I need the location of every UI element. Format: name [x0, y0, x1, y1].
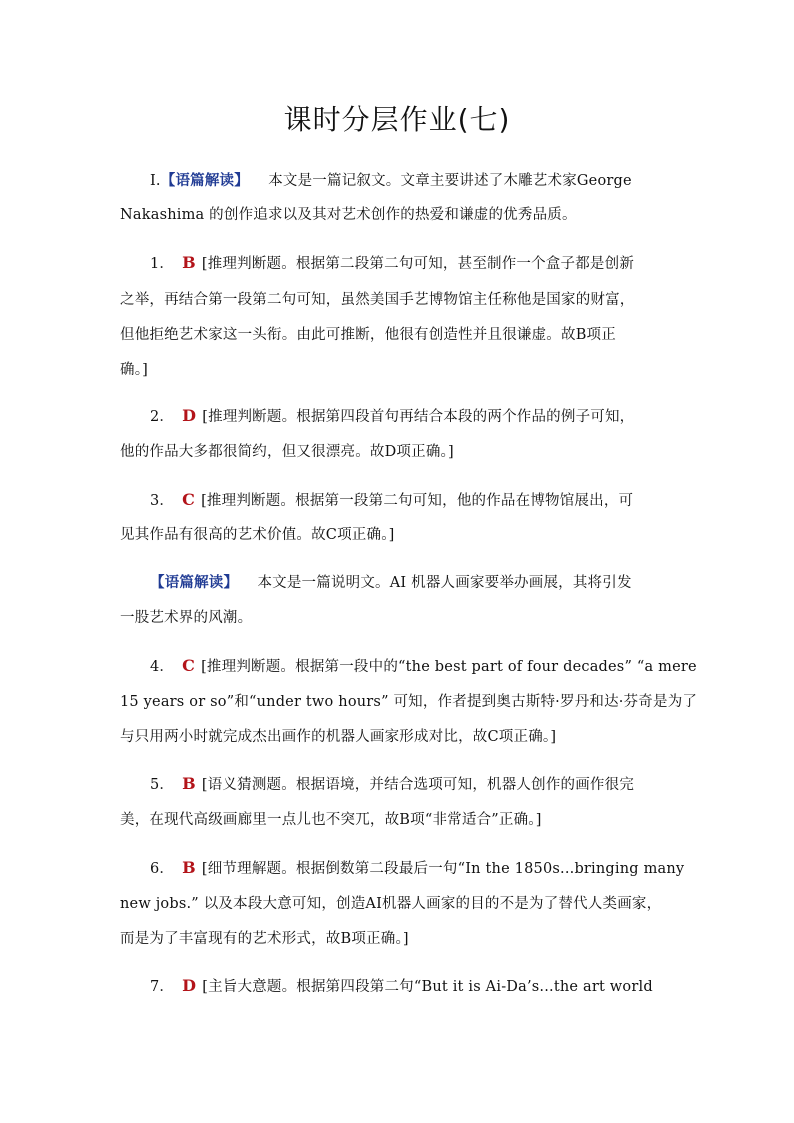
q6-line3: 而是为了丰富现有的艺术形式，故B项正确。]: [120, 931, 409, 947]
q4-line1: [150, 656, 706, 677]
q3-number: 3．: [150, 493, 175, 509]
q4-text1: [推理判断题。根据第一段中的“the best part of four decades” “a mere: [201, 659, 697, 675]
section1-roman: Ⅰ.: [150, 173, 161, 189]
section1-tag: 【语篇解读】: [160, 172, 249, 189]
q3-text1: [推理判断题。根据第一段第二句可知，他的作品在博物馆展出，可: [201, 493, 634, 509]
q1-line2: 之举，再结合第一段第二句可知，虽然美国手艺博物馆主任称他是国家的财富，: [120, 292, 635, 308]
q2-number: 2．: [150, 409, 175, 425]
q5-line1: [150, 774, 706, 795]
q5-text1: [语义猜测题。根据语境，并结合选项可知，机器人创作的画作很完: [201, 777, 635, 793]
q1-answer: B: [182, 253, 196, 272]
section1-line1: [150, 171, 706, 191]
page-title: 课时分层作业(七): [283, 103, 511, 136]
q5-number: 5．: [150, 777, 175, 793]
q5-line2: 美，在现代高级画廊里一点儿也不突兀，故B项“非常适合”正确。]: [120, 812, 542, 828]
q3-line2: 见其作品有很高的艺术价值。故C项正确。]: [120, 527, 395, 543]
q4-line3: 与只用两小时就完成杰出画作的机器人画家形成对比，故C项正确。]: [120, 729, 557, 745]
q6-line1: [150, 858, 706, 879]
q6-number: 6．: [150, 861, 175, 877]
q1-line1: [150, 253, 706, 274]
section1-text1: 本文是一篇记叙文。文章主要讲述了木雕艺术家George: [268, 173, 632, 189]
q7-number: 7．: [150, 979, 175, 995]
q7-text1: [主旨大意题。根据第四段第二句“But it is Ai-Da’s...the art world: [202, 979, 653, 995]
q4-number: 4．: [150, 659, 175, 675]
q1-number: 1．: [150, 256, 175, 272]
q6-text1: [细节理解题。根据倒数第二段最后一句“In the 1850s...bringing many: [201, 861, 685, 877]
section1-line2: Nakashima 的创作追求以及其对艺术创作的热爱和谦虚的优秀品质。: [120, 207, 577, 223]
q2-line1: [150, 406, 706, 427]
section2-line2: 一股艺术界的风潮。: [120, 610, 253, 626]
section2-tag: 【语篇解读】: [150, 574, 239, 591]
section2-line1: [150, 573, 706, 593]
q1-line4: 确。]: [120, 362, 149, 378]
q2-text1: [推理判断题。根据第四段首句再结合本段的两个作品的例子可知，: [202, 409, 635, 425]
q4-answer: C: [182, 656, 196, 675]
q7-line1: [150, 976, 706, 997]
q3-line1: [150, 490, 706, 511]
section2-text1: 本文是一篇说明文。AI 机器人画家要举办画展，其将引发: [257, 575, 632, 591]
q3-answer: C: [182, 490, 196, 509]
q1-line3: 但他拒绝艺术家这一头衔。由此可推断，他很有创造性并且很谦虚。故B项正: [120, 327, 616, 343]
q6-line2: new jobs.” 以及本段大意可知，创造AI机器人画家的目的不是为了替代人类画家，: [120, 896, 662, 912]
q6-answer: B: [182, 858, 196, 877]
q1-text1: [推理判断题。根据第二段第二句可知，甚至制作一个盒子都是创新: [201, 256, 635, 272]
q2-line2: 他的作品大多都很简约，但又很漂亮。故D项正确。]: [120, 444, 454, 460]
q5-answer: B: [182, 774, 196, 793]
q7-answer: D: [182, 976, 197, 995]
q4-line2: 15 years or so”和“under two hours” 可知，作者提到奥古斯特·罗丹和达·芬奇是为了: [120, 694, 698, 710]
q2-answer: D: [182, 406, 197, 425]
